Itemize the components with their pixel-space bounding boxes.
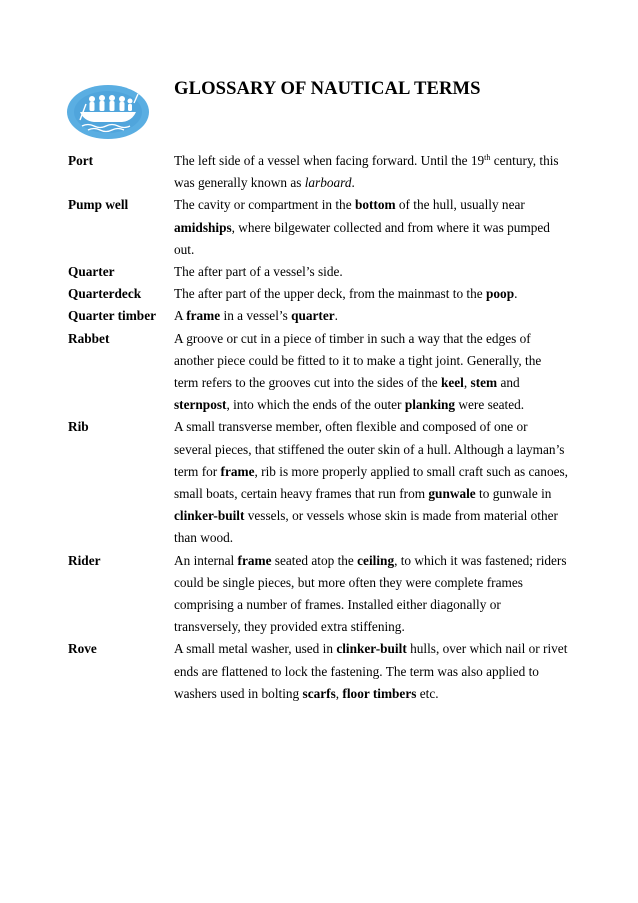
page-title: GLOSSARY OF NAUTICAL TERMS <box>174 78 481 99</box>
glossary-term: Quarter <box>68 264 115 280</box>
italic-term: larboard <box>304 175 352 191</box>
definition-text: , rib is more properly applied to small craft such as canoes, small boats, certain heavy frames that run from <box>174 463 568 502</box>
definition-text: , <box>463 375 471 391</box>
glossary-entry <box>68 305 568 327</box>
cross-reference-term: frame <box>237 552 272 568</box>
definition-text: and <box>497 375 520 391</box>
glossary-term: Quarterdeck <box>68 286 142 302</box>
definition-text: A small metal washer, used in <box>174 641 337 657</box>
cross-reference-term: poop <box>486 286 515 302</box>
definition-text: , to which it was fastened; riders could be single pieces, but more often they were complete frames comprising a number of frames. Installed either diagonally or transversely, they provided extra stiffening. <box>174 552 567 635</box>
glossary-definition <box>174 305 568 327</box>
definition-text: . <box>351 175 355 191</box>
glossary-list <box>68 150 568 705</box>
cross-reference-term: amidships <box>174 219 232 235</box>
definition-text: , into which the ends of the outer <box>226 397 405 413</box>
glossary-term: Rider <box>68 552 101 568</box>
cross-reference-term: sternpost <box>174 397 227 413</box>
definition-text: . <box>334 308 338 324</box>
glossary-entry <box>68 261 568 283</box>
definition-text: The cavity or compartment in the <box>174 197 355 213</box>
glossary-definition <box>174 150 568 194</box>
definition-text: . <box>514 286 518 302</box>
glossary-entry <box>68 150 568 194</box>
glossary-definition <box>174 261 568 283</box>
cross-reference-term: stem <box>470 375 498 391</box>
glossary-definition <box>174 550 568 639</box>
glossary-term: Rabbet <box>68 330 110 346</box>
glossary-definition <box>174 328 568 417</box>
glossary-definition <box>174 283 568 305</box>
definition-text: A small transverse member, often flexible and composed of one or several pieces, that stiffened the outer skin of a hull. Although a layman’s term for <box>174 419 565 479</box>
glossary-term: Port <box>68 153 94 168</box>
cross-reference-term: quarter <box>291 308 335 324</box>
cross-reference-term: floor timbers <box>342 685 417 701</box>
definition-text: were seated. <box>455 397 525 413</box>
glossary-entry <box>68 283 568 305</box>
glossary-definition <box>174 416 568 549</box>
cross-reference-term: planking <box>404 397 456 413</box>
glossary-entry <box>68 550 568 639</box>
definition-text: The after part of the upper deck, from the mainmast to the <box>174 286 486 302</box>
cross-reference-term: frame <box>186 308 221 324</box>
glossary-entry <box>68 328 568 417</box>
cross-reference-term: bottom <box>354 197 396 213</box>
glossary-entry <box>68 194 568 261</box>
cross-reference-term: ceiling <box>357 552 395 568</box>
definition-text: etc. <box>416 685 439 701</box>
cross-reference-term: clinker-built <box>174 508 245 524</box>
glossary-term: Pump well <box>68 197 129 213</box>
definition-text: A <box>174 308 187 324</box>
definition-text: in a vessel’s <box>220 308 292 324</box>
cross-reference-term: clinker-built <box>336 641 407 657</box>
definition-text: hulls, over which nail or rivet ends are flattened to lock the fastening. The term was also applied to washers used in bolting <box>174 641 568 701</box>
glossary-entry <box>68 638 568 705</box>
definition-text: The left side of a vessel when facing forward. Until the 19 <box>174 153 485 168</box>
glossary-definition <box>174 638 568 705</box>
definition-text: vessels, or vessels whose skin is made from material other than wood. <box>174 508 558 546</box>
definition-text: An internal <box>174 552 238 568</box>
glossary-definition <box>174 194 568 261</box>
definition-text: seated atop the <box>271 552 358 568</box>
definition-text: A groove or cut in a piece of timber in such a way that the edges of another piece could be fitted to it to make a tight joint. Generally, the term refers to the grooves cut into the sides of the <box>174 330 542 391</box>
cross-reference-term: frame <box>220 463 255 479</box>
glossary-term: Quarter timber <box>68 308 157 324</box>
glossary-term: Rib <box>68 419 89 435</box>
cross-reference-term: scarfs <box>302 685 336 701</box>
definition-text: century, this was generally known as <box>174 153 559 191</box>
definition-text: of the hull, usually near <box>395 197 525 213</box>
glossary-term: Rove <box>68 641 97 657</box>
definition-text: , where bilgewater collected and from where it was pumped out. <box>174 219 550 257</box>
superscript: th <box>484 153 491 162</box>
boat-rowers-logo-icon <box>66 84 150 140</box>
glossary-entry <box>68 416 568 549</box>
definition-text: to gunwale in <box>475 486 552 502</box>
definition-text: The after part of a vessel’s side. <box>174 264 343 280</box>
cross-reference-term: keel <box>440 375 464 391</box>
definition-text: , <box>335 685 343 701</box>
cross-reference-term: gunwale <box>428 486 476 502</box>
